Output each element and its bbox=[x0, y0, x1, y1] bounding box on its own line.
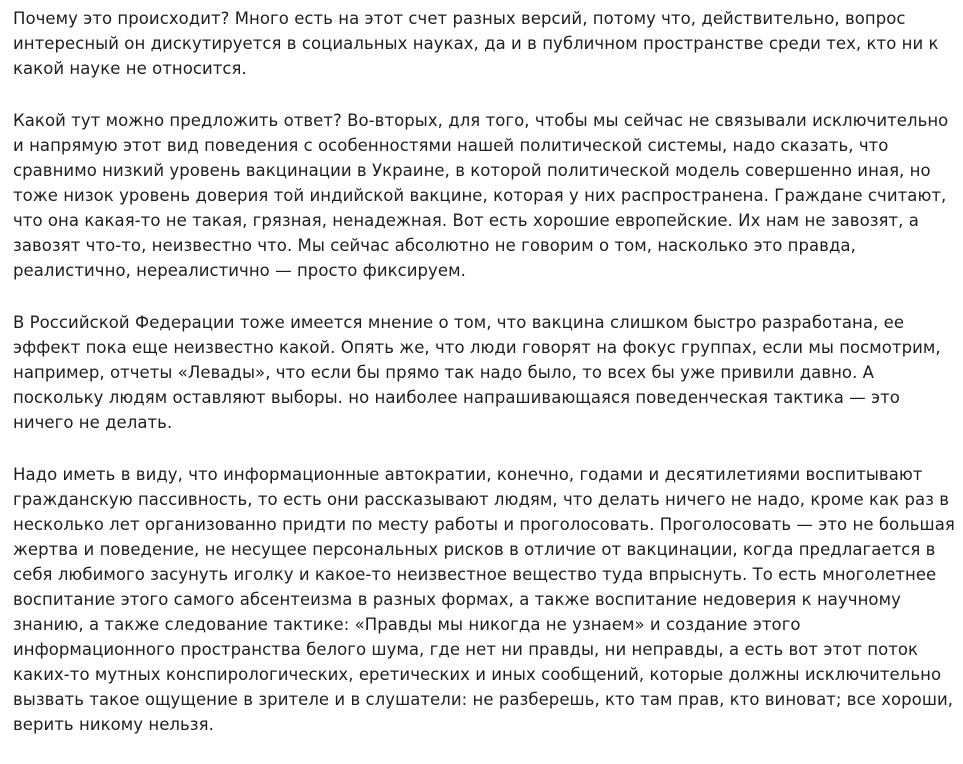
article-paragraph-1: Почему это происходит? Много есть на этот счет разных версий, потому что, действительно, вопрос интересный он дискутируется в социальных науках, да и в публичном пространстве среди тех, кто ни к какой науке не относится. bbox=[13, 9, 939, 78]
article-paragraph-3: В Российской Федерации тоже имеется мнение о том, что вакцина слишком быстро разработана, ее эффект пока еще неизвестно какой. Опять же, что люди говорят на фокус группах, если мы посмотрим, например, отчеты «Левады», что если бы прямо так надо было, то всех бы уже привили давно. А поскольку людям оставляют выборы. но наиболее напрашивающаяся поведенческая тактика — это ничего не делать. bbox=[13, 313, 941, 432]
article-paragraph-4: Надо иметь в виду, что информационные автократии, конечно, годами и десятилетиями воспитывают гражданскую пассивность, то есть они рассказывают людям, что делать ничего не надо, кроме как раз в несколько лет организованно придти по месту работы и проголосовать. Проголосовать — это не большая жертва и поведение, не несущее персональных рисков в отличие от вакцинации, когда предлагается в себя любимого засунуть иголку и какое-то неизвестное вещество туда впрыснуть. То есть многолетнее воспитание этого самого абсентеизма в разных формах, а также воспитание недоверия к научному знанию, а также следование тактике: «Правды мы никогда не узнаем» и создание этого информационного пространства белого шума, где нет ни правды, ни неправды, а есть вот этот поток каких-то мутных конспирологических, еретических и иных сообщений, которые должны исключительно вызвать такое ощущение в зрителе и в слушатели: не разберешь, кто там прав, кто виноват; все хороши, верить никому нельзя. bbox=[13, 465, 955, 734]
article-body bbox=[13, 0, 958, 764]
article-paragraph-2: Какой тут можно предложить ответ? Во-вторых, для того, чтобы мы сейчас не связывали исключительно и напрямую этот вид поведения с особенностями нашей политической системы, надо сказать, что сравнимо низкий уровень вакцинации в Украине, в которой политической модель совершенно иная, но тоже низок уровень доверия той индийской вакцине, которая у них распространена. Граждане считают, что она какая-то не такая, грязная, ненадежная. Вот есть хорошие европейские. Их нам не завозят, а завозят что-то, неизвестно что. Мы сейчас абсолютно не говорим о том, насколько это правда, реалистично, нереалистично — просто фиксируем. bbox=[13, 111, 949, 280]
